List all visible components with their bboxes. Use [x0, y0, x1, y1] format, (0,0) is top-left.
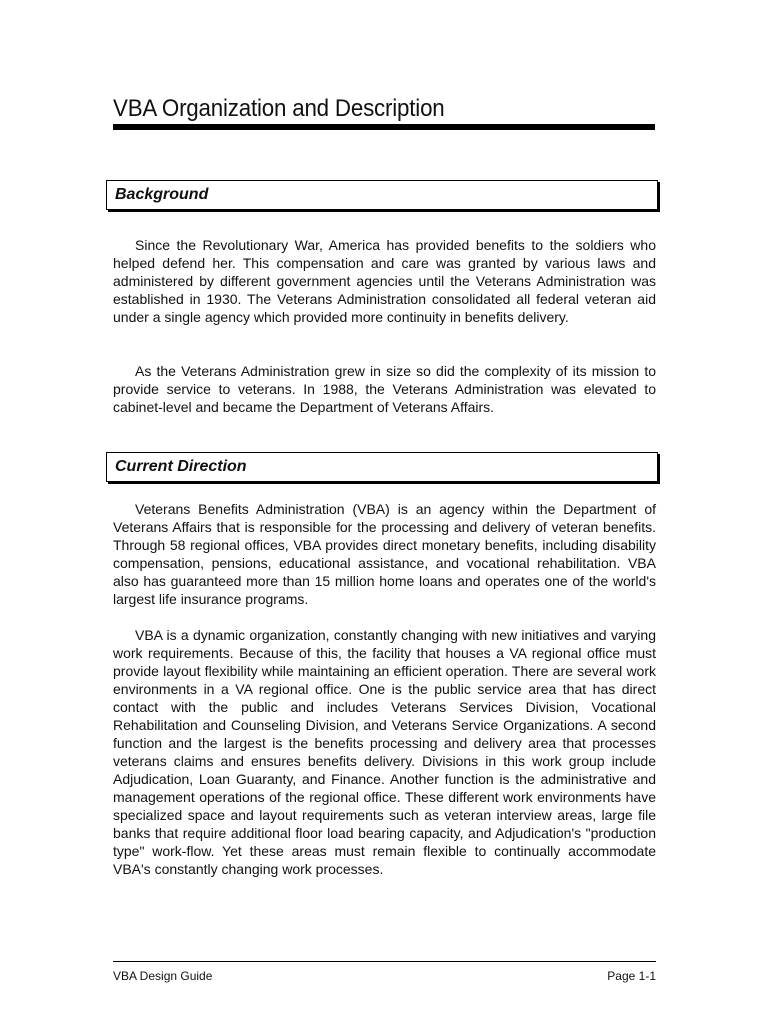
paragraph: Since the Revolutionary War, America has provided benefits to the soldiers who helped defend her. This compensation and care was granted by various laws and administered by different government agencies until the Veterans Administration was established in 1930. The Veterans Administration consolidated all federal veteran aid under a single agency which provided more continuity in benefits delivery.: [113, 237, 656, 325]
section-heading-label: Current Direction: [115, 458, 247, 475]
paragraph: As the Veterans Administration grew in size so did the complexity of its mission to provide service to veterans. In 1988, the Veterans Administration was elevated to cabinet-level and became the Department of Veterans Affairs.: [113, 363, 656, 415]
footer-rule: [113, 961, 656, 962]
section-heading-label: Background: [115, 186, 209, 203]
footer-document-title: VBA Design Guide: [113, 969, 213, 983]
section-heading-current-direction: [106, 452, 658, 482]
title-rule: [113, 124, 655, 130]
page-number: Page 1-1: [607, 969, 656, 983]
paragraph: VBA is a dynamic organization, constantly changing with new initiatives and varying work requirements. Because of this, the facility that houses a VA regional office must provide layout flexibility while maintaining an efficient operation. There are several work environments in a VA regional office. One is the public service area that has direct contact with the public and includes Veterans Services Division, Vocational Rehabilitation and Counseling Division, and Veterans Service Organizations. A second function and the largest is the benefits processing and delivery area that processes veterans claims and ensures benefits delivery. Divisions in this work group include Adjudication, Loan Guaranty, and Finance. Another function is the administrative and management operations of the regional office. These different work environments have specialized space and layout requirements such as veteran interview areas, large file banks that require additional floor load bearing capacity, and Adjudication's "production type" work-flow. Yet these areas must remain flexible to continually accommodate VBA's constantly changing work processes.: [113, 627, 656, 877]
paragraph: Veterans Benefits Administration (VBA) is an agency within the Department of Veterans Affairs that is responsible for the processing and delivery of veteran benefits. Through 58 regional offices, VBA provides direct monetary benefits, including disability compensation, pensions, educational assistance, and vocational rehabilitation. VBA also has guaranteed more than 15 million home loans and operates one of the world's largest life insurance programs.: [113, 501, 656, 607]
page-title: VBA Organization and Description: [113, 95, 445, 122]
section-heading-background: [106, 180, 658, 210]
